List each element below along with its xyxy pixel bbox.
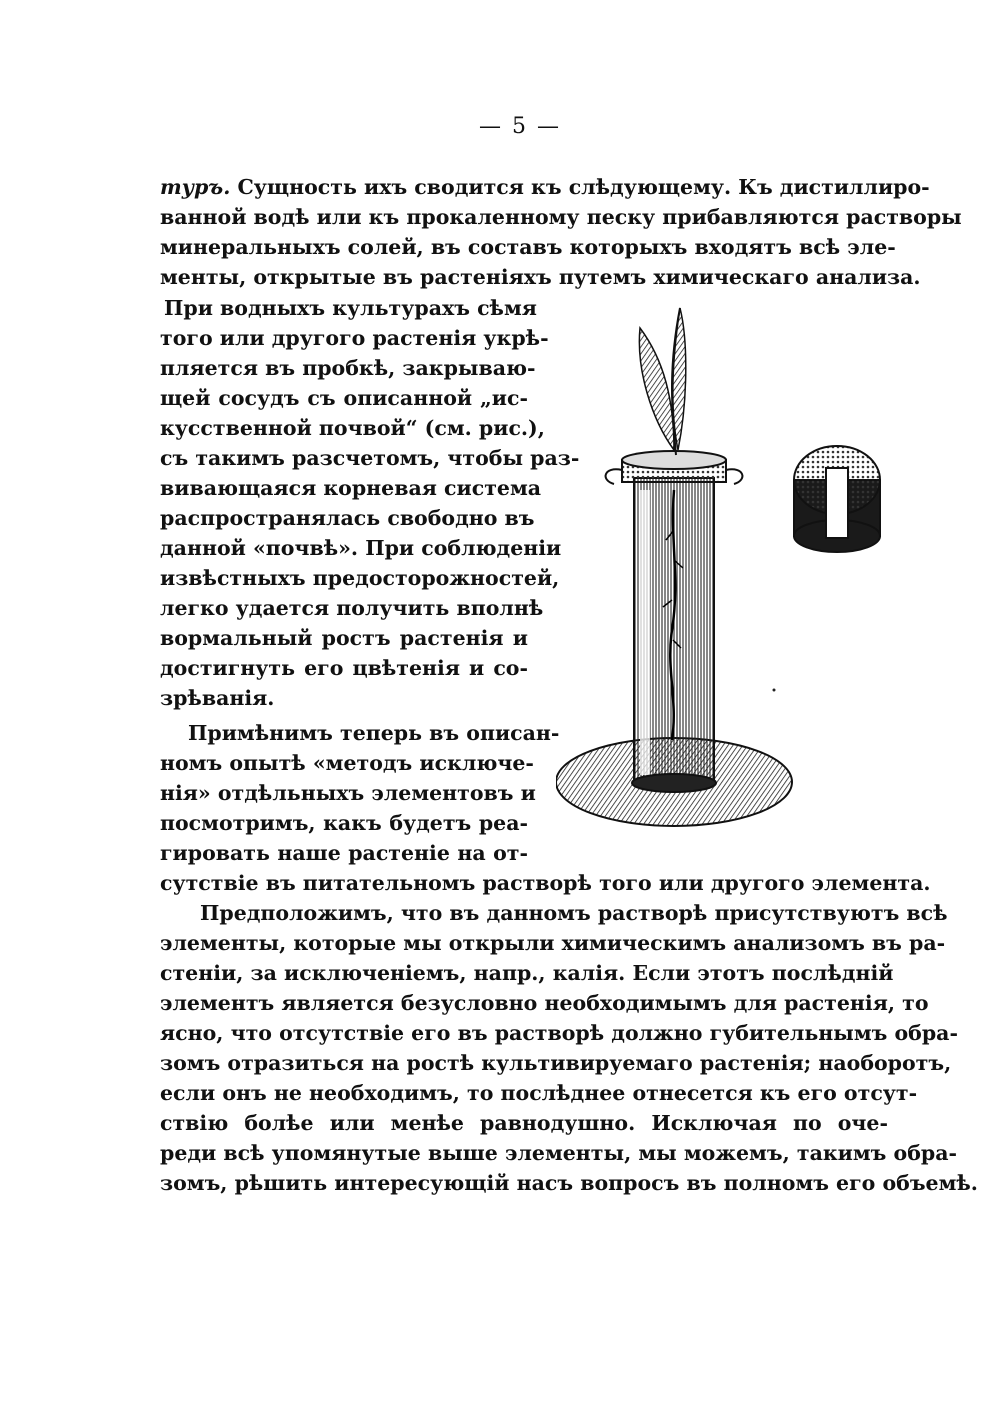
italic-word: туръ.: [160, 175, 231, 199]
text-line: данной «почвѣ». При соблюденіи: [160, 536, 562, 560]
text-line: минеральныхъ солей, въ составъ которыхъ входятъ всѣ эле-: [160, 235, 896, 259]
text-line: того или другого растенія укрѣ-: [160, 326, 549, 350]
text-line: ванной водѣ или къ прокаленному песку прибавляются растворы: [160, 205, 962, 229]
split-cork-stopper: [794, 446, 880, 552]
text-line: туръ. Сущность ихъ сводится къ слѣдующему. Къ дистиллиро-: [160, 175, 930, 199]
text-line: легко удается получить вполнѣ: [160, 596, 544, 620]
text-line: если онъ не необходимъ, то послѣднее отнесется къ его отсут-: [160, 1081, 918, 1105]
text-line: элементы, которые мы открыли химическимъ анализомъ въ ра-: [160, 931, 946, 955]
text-line: посмотримъ, какъ будетъ реа-: [160, 811, 528, 835]
text-line: распространялась свободно въ: [160, 506, 535, 530]
text-line: вормальный ростъ растенія и: [160, 626, 528, 650]
text-line: вивающаяся корневая система: [160, 476, 542, 500]
text-line: кусственной почвой“ (см. рис.),: [160, 416, 545, 440]
text-line: зрѣванія.: [160, 686, 275, 710]
text-line: зомъ, рѣшить интересующій насъ вопросъ въ полномъ его объемѣ.: [160, 1171, 978, 1195]
text-line: достигнуть его цвѣтенія и со-: [160, 656, 528, 680]
text-line: Примѣнимъ теперь въ описан-: [188, 721, 560, 745]
text-line: менты, открытые въ растеніяхъ путемъ химическаго анализа.: [160, 265, 921, 289]
text-line: пляется въ пробкѣ, закрываю-: [160, 356, 536, 380]
text-line: сутствіе въ питательномъ растворѣ того или другого элемента.: [160, 871, 931, 895]
text-line: гировать наше растеніе на от-: [160, 841, 528, 865]
text-line: реди всѣ упомянутые выше элементы, мы можемъ, такимъ обра-: [160, 1141, 957, 1165]
plant-leaf: [673, 308, 686, 450]
text-line: съ такимъ разсчетомъ, чтобы раз-: [160, 446, 580, 470]
text-line: извѣстныхъ предосторожностей,: [160, 566, 560, 590]
text-line: номъ опытѣ «методъ исключе-: [160, 751, 534, 775]
text-line: элементъ является безусловно необходимымъ для растенія, то: [160, 991, 929, 1015]
text-line: ясно, что отсутствіе его въ растворѣ должно губительнымъ обра-: [160, 1021, 958, 1045]
text-line: щей сосудъ съ описанной „ис-: [160, 386, 528, 410]
text-line: стеніи, за исключеніемъ, напр., калія. Если этотъ послѣдній: [160, 961, 894, 985]
text-line: ствію болѣе или менѣе равнодушно. Исключая по оче-: [160, 1111, 888, 1135]
text-line: нія» отдѣльныхъ элементовъ и: [160, 781, 536, 805]
text-line: При водныхъ культурахъ сѣмя: [164, 296, 537, 320]
page-number: — 5 —: [479, 114, 561, 139]
water-culture-illustration: [556, 300, 886, 835]
text-line: Предположимъ, что въ данномъ растворѣ присутствуютъ всѣ: [200, 901, 948, 925]
text-line: зомъ отразиться на ростѣ культивируемаго растенія; наоборотъ,: [160, 1051, 952, 1075]
